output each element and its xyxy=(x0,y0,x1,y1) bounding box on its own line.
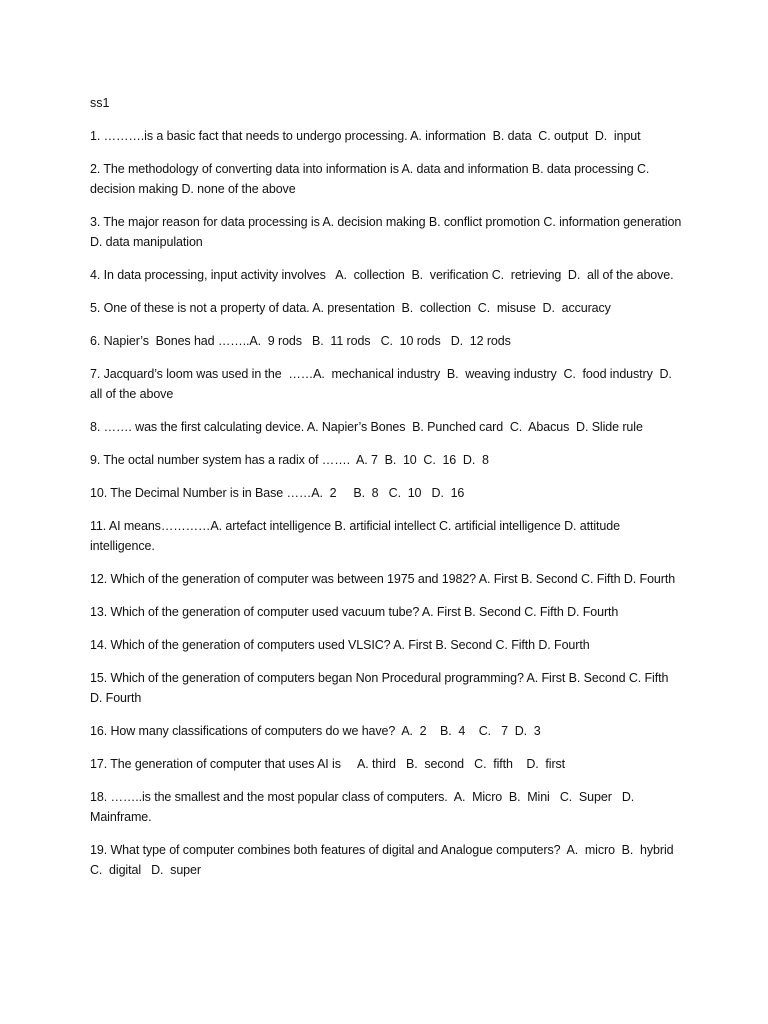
question-item: 18. ……..is the smallest and the most popular class of computers. A. Micro B. Mini C. Super D. Mainframe. xyxy=(90,790,641,824)
question-item: 9. The octal number system has a radix of ……. A. 7 B. 10 C. 16 D. 8 xyxy=(90,453,489,467)
question-item: 2. The methodology of converting data into information is A. data and information B. data processing C. decision making D. none of the above xyxy=(90,162,653,196)
question-item: 17. The generation of computer that uses AI is A. third B. second C. fifth D. first xyxy=(90,757,566,771)
question-item: 7. Jacquard’s loom was used in the ……A. mechanical industry B. weaving industry C. food industry D. all of the above xyxy=(90,367,679,401)
question-item: 16. How many classifications of computers do we have? A. 2 B. 4 C. 7 D. 3 xyxy=(90,724,541,738)
question-item: 8. ……. was the first calculating device. A. Napier’s Bones B. Punched card C. Abacus D. Slide rule xyxy=(90,420,643,434)
document-page xyxy=(90,93,685,893)
question-item: 19. What type of computer combines both features of digital and Analogue computers? A. micro B. hybrid C. digital D. super xyxy=(90,843,684,877)
question-item: 12. Which of the generation of computer was between 1975 and 1982? A. First B. Second C. Fifth D. Fourth xyxy=(90,572,676,586)
question-item: 6. Napier’s Bones had ……..A. 9 rods B. 11 rods C. 10 rods D. 12 rods xyxy=(90,334,511,348)
question-item: 1. ……….is a basic fact that needs to undergo processing. A. information B. data C. output D. input xyxy=(90,129,641,143)
question-item: 15. Which of the generation of computers began Non Procedural programming? A. First B. Second C. Fifth D. Fourth xyxy=(90,671,672,705)
question-item: 3. The major reason for data processing is A. decision making B. conflict promotion C. information generation D. data manipulation xyxy=(90,215,685,249)
question-item: 14. Which of the generation of computers used VLSIC? A. First B. Second C. Fifth D. Fourth xyxy=(90,638,590,652)
question-item: 13. Which of the generation of computer used vacuum tube? A. First B. Second C. Fifth D. Fourth xyxy=(90,605,619,619)
question-item: 10. The Decimal Number is in Base ……A. 2 B. 8 C. 10 D. 16 xyxy=(90,486,465,500)
question-list xyxy=(90,126,685,880)
document-heading: ss1 xyxy=(90,96,110,110)
question-item: 5. One of these is not a property of data. A. presentation B. collection C. misuse D. accuracy xyxy=(90,301,611,315)
question-item: 11. AI means…………A. artefact intelligence B. artificial intellect C. artificial intelligence D. attitude intelligence. xyxy=(90,519,624,553)
question-item: 4. In data processing, input activity involves A. collection B. verification C. retrieving D. all of the above. xyxy=(90,268,674,282)
